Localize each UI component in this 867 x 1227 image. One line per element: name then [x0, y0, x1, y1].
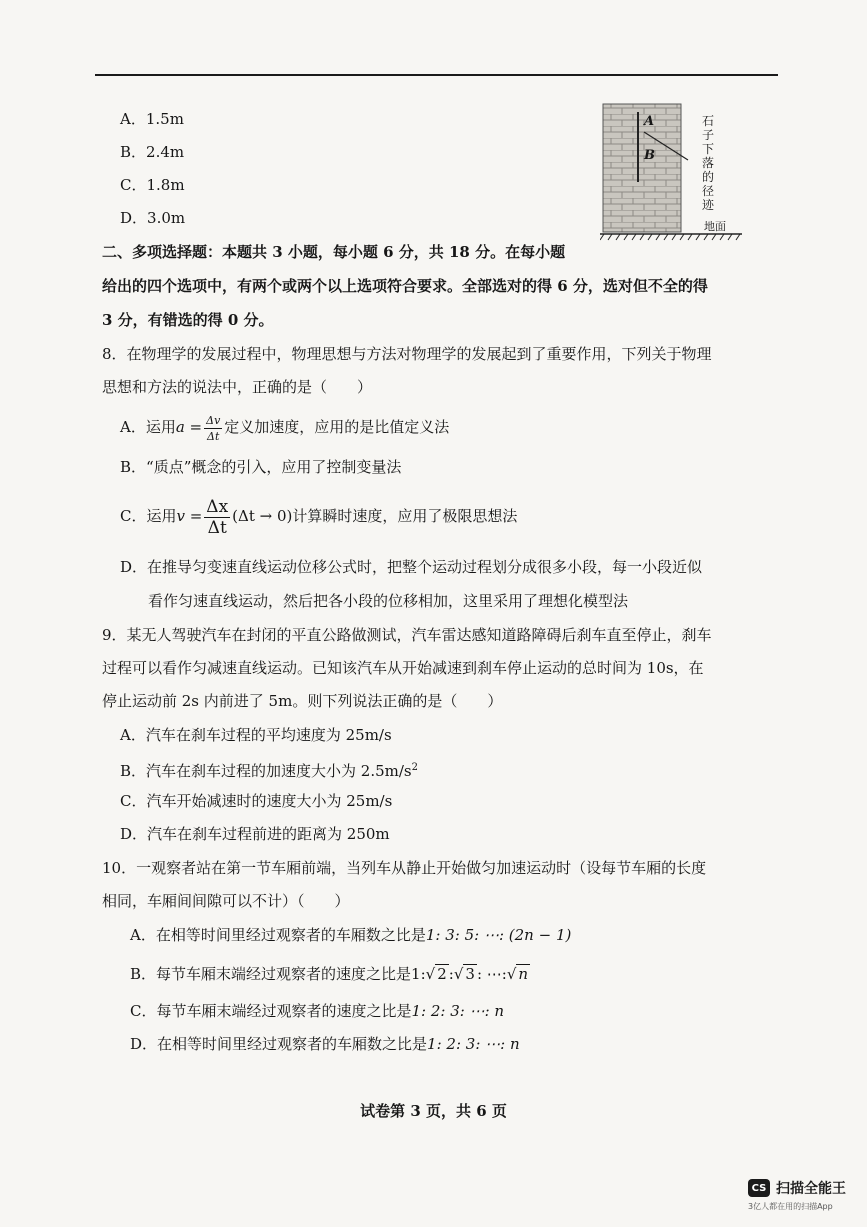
- q8-option-a-var: a =: [175, 418, 203, 436]
- header-rule: [95, 74, 778, 76]
- q10-option-b-text: 每节车厢末端经过观察者的速度之比是: [156, 965, 412, 983]
- q10-option-a: [130, 924, 571, 946]
- q10-option-b-dots: : ⋯:: [476, 965, 507, 983]
- q8-option-a: [120, 411, 449, 444]
- q8-option-c-prefix: C．运用: [120, 507, 177, 525]
- q10-option-c-text: 每节车厢末端经过观察者的速度之比是: [156, 1002, 412, 1020]
- q10-option-b-label: B．: [130, 965, 157, 983]
- q8-option-d-line1: D．在推导匀变速直线运动位移公式时，把整个运动过程划分成很多小段，每一小段近似: [120, 558, 703, 576]
- q8-option-a-num: Δv: [206, 413, 221, 427]
- section2-line1: 二、多项选择题：本题共 3 小题，每小题 6 分，共 18 分。在每小题: [102, 243, 566, 261]
- q10-option-a-ratio: 1: 3: 5: ⋯: (2n − 1): [425, 926, 572, 944]
- q10-option-d: [130, 1033, 520, 1055]
- q8-option-a-den: Δt: [207, 429, 220, 443]
- q8-option-c-den: Δt: [207, 517, 227, 538]
- q8-option-c: [120, 494, 517, 538]
- q10-option-a-text: 在相等时间里经过观察者的车厢数之比是: [155, 926, 426, 944]
- q10-option-b-sqrt2: √ 2: [425, 965, 447, 983]
- q10-option-b-r1: 1:: [411, 965, 426, 983]
- q8-option-c-limit: (Δt → 0): [232, 507, 293, 525]
- scanner-app-name: 扫描全能王: [776, 1181, 846, 1197]
- scanner-tagline: 3亿人都在用的扫描App: [748, 1202, 833, 1211]
- q10-option-c-ratio: 1: 2: 3: ⋯: n: [411, 1002, 505, 1020]
- section2-line3: 3 分，有错选的得 0 分。: [102, 311, 274, 329]
- q7-option-d: D．3.0m: [120, 209, 186, 227]
- q10-stem-line1: 10．一观察者站在第一节车厢前端，当列车从静止开始做匀加速运动时（设每节车厢的长度: [102, 859, 707, 877]
- scanner-logo-icon: CS: [748, 1179, 770, 1197]
- q8-option-a-prefix: A．运用: [120, 418, 176, 436]
- q10-option-b-r4: n: [518, 965, 529, 983]
- figure-label-b: B: [644, 148, 655, 163]
- q10-option-b-sqrt3: √ 3: [453, 965, 475, 983]
- q10-option-a-label: A．: [130, 926, 156, 944]
- q10-stem-line2: 相同，车厢间间隙可以不计）（ ）: [102, 892, 350, 910]
- q10-option-d-text: 在相等时间里经过观察者的车厢数之比是: [157, 1035, 428, 1053]
- q10-option-d-ratio: 1: 2: 3: ⋯: n: [427, 1035, 520, 1053]
- q7-option-c: C．1.8m: [120, 176, 185, 194]
- q10-option-b: [130, 961, 530, 987]
- q9-stem-line3: 停止运动前 2s 内前进了 5m。则下列说法正确的是（ ）: [102, 692, 503, 710]
- q8-option-b: B．“质点”概念的引入，应用了控制变量法: [120, 458, 402, 476]
- q7-option-b: B．2.4m: [120, 143, 185, 161]
- q9-option-b-text: B．汽车在刹车过程的加速度大小为 2.5m/s: [120, 762, 412, 780]
- q8-option-a-fraction: [204, 413, 222, 444]
- q9-stem-line2: 过程可以看作匀减速直线运动。已知该汽车从开始减速到刹车停止运动的总时间为 10s，在: [102, 659, 704, 677]
- q9-option-b: [120, 757, 418, 782]
- q10-option-c-label: C．: [130, 1002, 157, 1020]
- q7-option-a: A．1.5m: [120, 110, 184, 128]
- q9-option-b-sup: 2: [411, 762, 418, 773]
- q10-option-b-sep: :: [448, 965, 454, 983]
- q10-option-c: [130, 1000, 504, 1022]
- q8-option-a-suffix: 定义加速度，应用的是比值定义法: [224, 418, 450, 436]
- q8-option-c-fraction: [204, 497, 230, 538]
- figure-ground-label: 地面: [704, 220, 726, 233]
- figure-side-text: 石子下落的径迹: [702, 114, 715, 212]
- q9-stem-line1: 9．某无人驾驶汽车在封闭的平直公路做测试，汽车雷达感知道路障碍后刹车直至停止，刹车: [102, 626, 712, 644]
- q10-option-b-sqrtn: √ n: [506, 965, 529, 983]
- page-footer: 试卷第 3 页，共 6 页: [360, 1102, 507, 1120]
- q10-option-d-label: D．: [130, 1035, 158, 1053]
- q8-option-c-suffix: 计算瞬时速度，应用了极限思想法: [292, 507, 518, 525]
- q9-option-c: C．汽车开始减速时的速度大小为 25m/s: [120, 792, 393, 810]
- q8-option-d-line2: 看作匀速直线运动，然后把各小段的位移相加，这里采用了理想化模型法: [148, 592, 629, 610]
- q10-option-b-r3: 3: [465, 965, 475, 983]
- falling-stone-figure: [600, 102, 742, 242]
- q8-stem-line1: 8．在物理学的发展过程中，物理思想与方法对物理学的发展起到了重要作用，下列关于物理: [102, 345, 712, 363]
- q8-option-c-num: Δx: [206, 496, 229, 517]
- q9-option-a: A．汽车在刹车过程的平均速度为 25m/s: [120, 726, 392, 744]
- q8-option-c-var: v =: [176, 507, 203, 525]
- q10-option-b-r2: 2: [437, 965, 447, 983]
- scanner-badge: [748, 1178, 846, 1198]
- q9-option-d: D．汽车在刹车过程前进的距离为 250m: [120, 825, 390, 843]
- section2-line2: 给出的四个选项中，有两个或两个以上选项符合要求。全部选对的得 6 分，选对但不全的得: [102, 277, 708, 295]
- figure-label-a: A: [644, 114, 655, 129]
- q8-stem-line2: 思想和方法的说法中，正确的是（ ）: [102, 378, 373, 396]
